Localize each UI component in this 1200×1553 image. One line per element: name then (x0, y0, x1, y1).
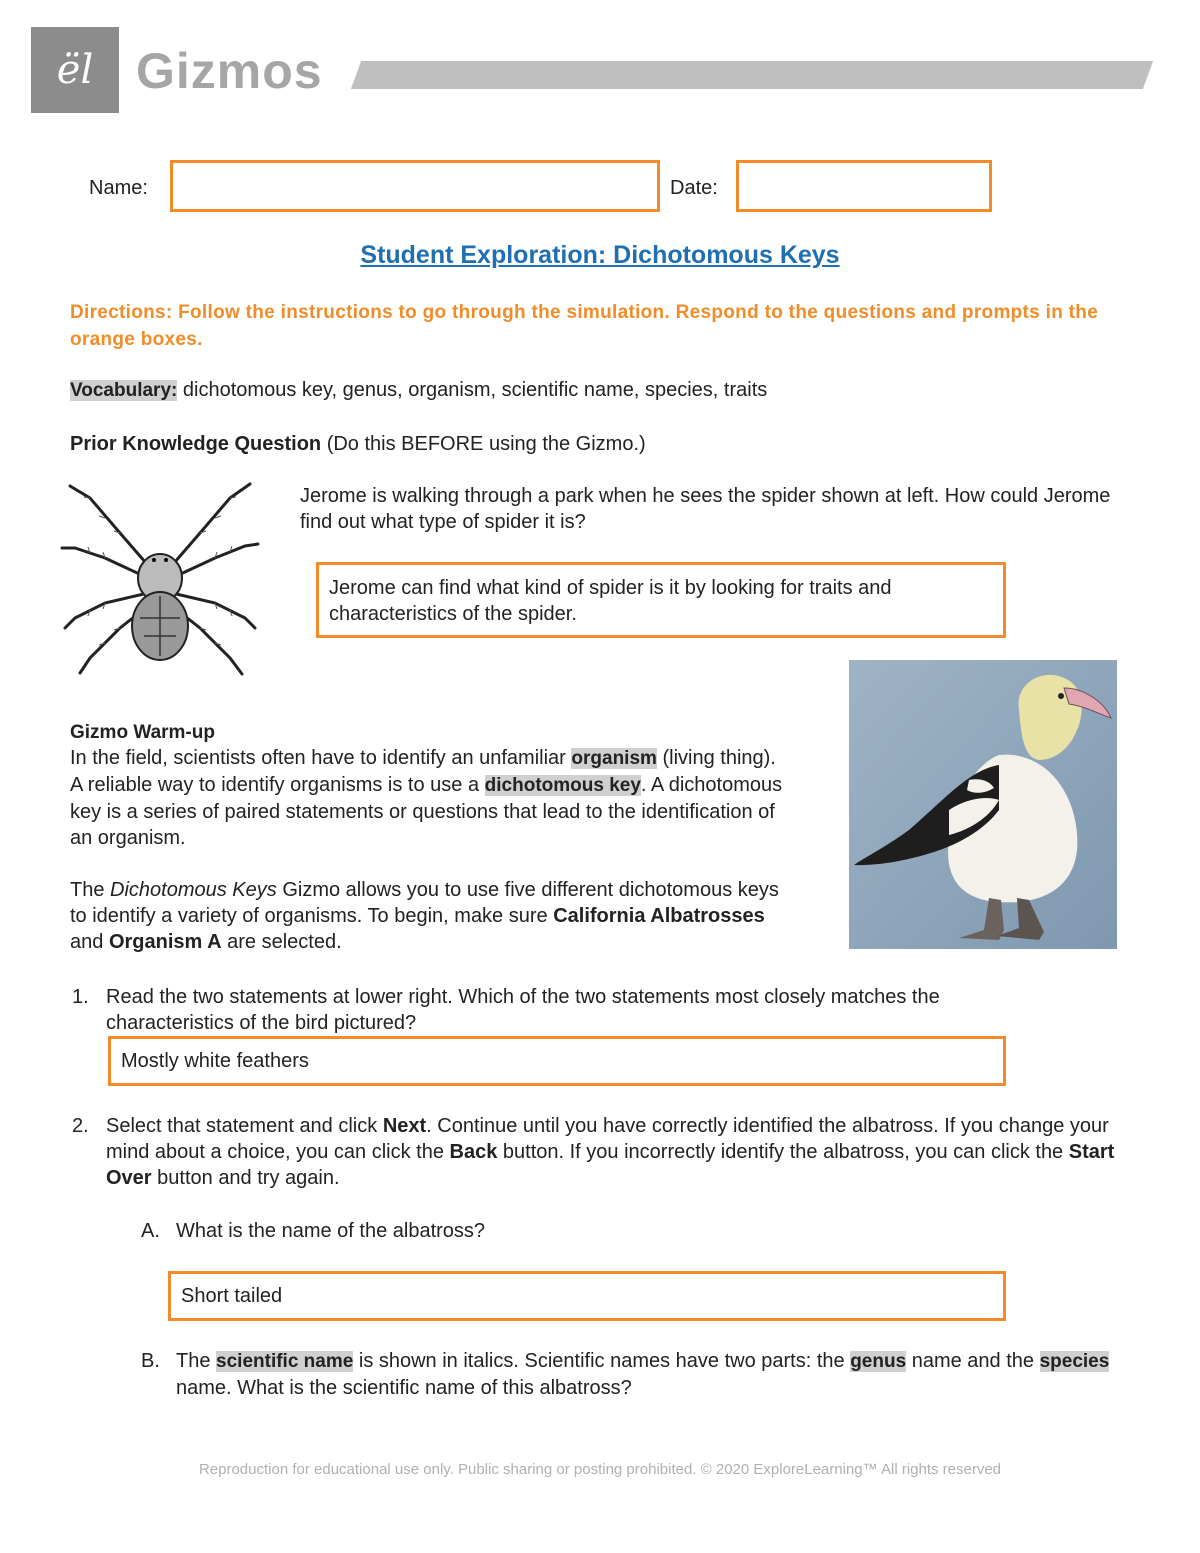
question-2a-letter: A. (141, 1220, 160, 1242)
term-scientific-name: scientific name (216, 1351, 354, 1372)
question-2-number: 2. (72, 1115, 89, 1137)
selection-organism-a: Organism A (108, 931, 222, 953)
warmup-text: are selected. (221, 931, 342, 953)
vocabulary (70, 377, 1130, 404)
warmup-text: (living thing). A reliable way to identify organisms is to use a (70, 747, 776, 796)
header-bar (351, 61, 1153, 89)
prior-answer: Jerome can find what kind of spider is it by looking for traits and characteristics of the spider. (329, 577, 892, 625)
brand-name: Gizmos (136, 43, 323, 99)
warmup-text: and (70, 931, 109, 953)
question-2b-text-part: is shown in italics. Scientific names have two parts: the (353, 1350, 851, 1372)
start-over-button-reference: Start Over (106, 1141, 1115, 1189)
warmup-text: . A dichotomous key is a series of paired statements or questions that lead to the identification of an organism. (70, 774, 783, 849)
question-2b-letter: B. (141, 1350, 160, 1372)
prior-knowledge-heading-line (70, 431, 1130, 457)
question-2-text-part: button and try again. (151, 1167, 340, 1189)
question-2b-text-part: name. What is the scientific name of this albatross? (176, 1377, 632, 1399)
prior-answer-box[interactable] (316, 562, 1006, 638)
question-2-text-part: . Continue until you have correctly identified the albatross. If you change your mind about a choice, you can click the (106, 1115, 1109, 1163)
name-field[interactable] (170, 160, 660, 212)
warmup-text: Gizmo allows you to use five different dichotomous keys to identify a variety of organisms. To begin, make sure (70, 879, 779, 927)
prior-question: Jerome is walking through a park when he sees the spider shown at left. How could Jerome find out what type of spider it is? (300, 485, 1111, 533)
question-1-answer: Mostly white feathers (121, 1050, 309, 1072)
name-label: Name: (89, 177, 148, 199)
term-dichotomous-key: dichotomous key (484, 775, 641, 796)
warmup-text: In the field, scientists often have to identify an unfamiliar (70, 747, 572, 769)
vocabulary-terms: dichotomous key, genus, organism, scientific name, species, traits (177, 379, 768, 401)
term-organism: organism (571, 748, 657, 769)
question-1-number: 1. (72, 986, 89, 1008)
question-2b-text (176, 1348, 1126, 1401)
prior-knowledge-note: (Do this BEFORE using the Gizmo.) (321, 433, 646, 455)
warmup-paragraph-1 (70, 745, 790, 851)
term-species: species (1039, 1351, 1110, 1372)
back-button-reference: Back (449, 1141, 498, 1163)
question-1-text: Read the two statements at lower right. Which of the two statements most closely matches the characteristics of the bird pictured? (106, 986, 940, 1034)
albatross-illustration (849, 660, 1117, 949)
prior-knowledge-heading: Prior Knowledge Question (70, 433, 322, 455)
logo-mark: ël (56, 47, 94, 93)
question-2a-answer: Short tailed (181, 1285, 283, 1307)
footer-copyright: Reproduction for educational use only. Public sharing or posting prohibited. © 2020 ExploreLearning™ All rights reserved (198, 1461, 1002, 1478)
gizmo-name: Dichotomous Keys (110, 879, 277, 901)
date-label: Date: (670, 177, 718, 199)
next-button-reference: Next (382, 1115, 427, 1137)
question-2-text-part: button. If you incorrectly identify the albatross, you can click the (497, 1141, 1069, 1163)
gizmos-logo-icon (31, 27, 119, 113)
term-genus: genus (850, 1351, 907, 1372)
question-2a-text: What is the name of the albatross? (176, 1220, 486, 1242)
vocabulary-label: Vocabulary: (70, 380, 178, 401)
question-2-text-part: Select that statement and click (106, 1115, 383, 1137)
question-2-text (106, 1113, 1121, 1191)
date-field[interactable] (736, 160, 992, 212)
question-2b-text-part: The (176, 1350, 217, 1372)
question-1-answer-box[interactable] (108, 1036, 1006, 1086)
page-title: Student Exploration: Dichotomous Keys (360, 241, 840, 269)
question-2b-text-part: name and the (906, 1350, 1040, 1372)
selection-california-albatrosses: California Albatrosses (553, 905, 765, 927)
warmup-heading: Gizmo Warm-up (70, 722, 215, 743)
warmup-text: The (70, 879, 111, 901)
question-2a-answer-box[interactable] (168, 1271, 1006, 1321)
warmup-paragraph-2 (70, 877, 790, 955)
spider-illustration (60, 478, 260, 683)
directions: Directions: Follow the instructions to go through the simulation. Respond to the questions and prompts in the orange boxes. (70, 302, 1099, 350)
